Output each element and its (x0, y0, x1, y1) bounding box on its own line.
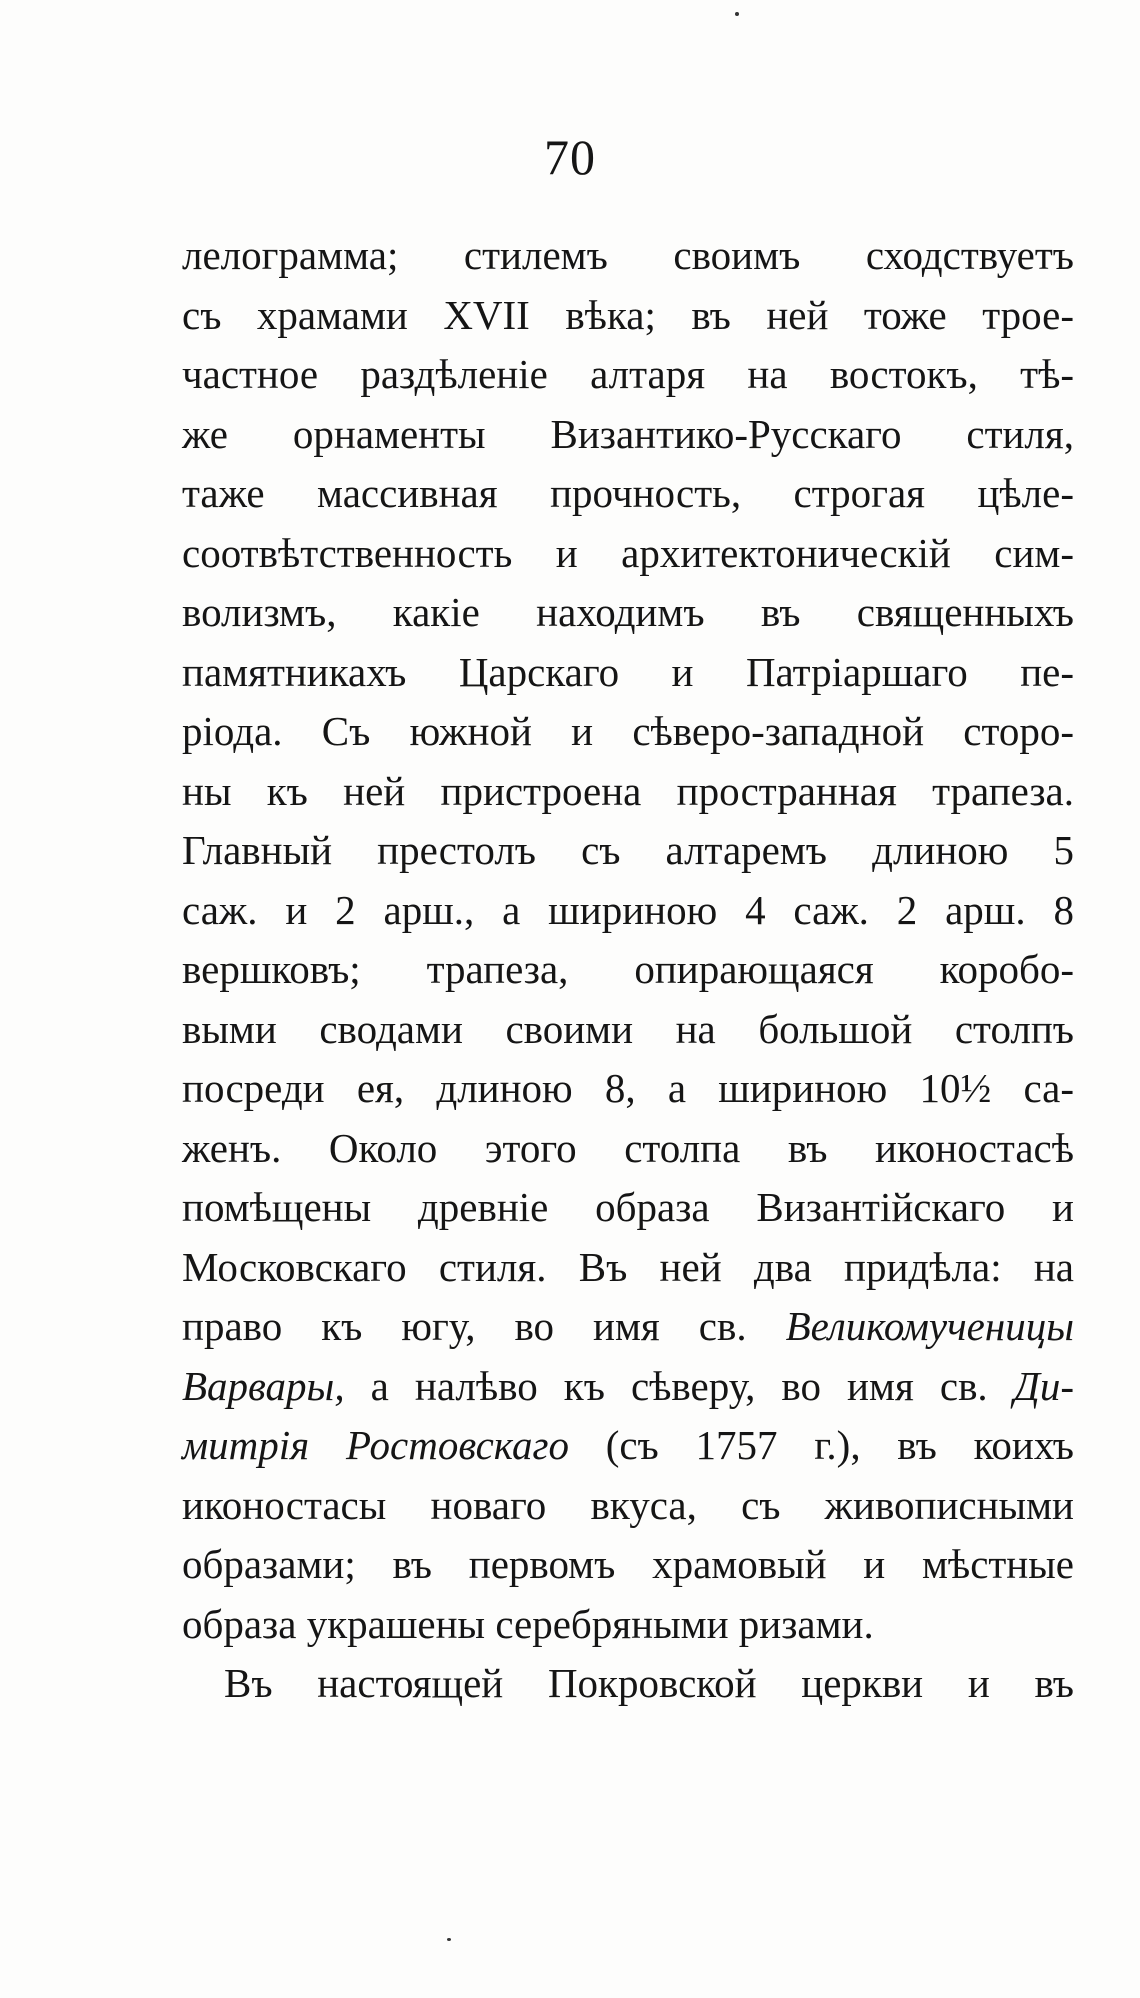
text-line (182, 405, 1074, 465)
text-line (182, 1357, 1074, 1417)
text-line (182, 286, 1074, 346)
text-line (182, 464, 1074, 524)
italic-text: митрія Ростовскаго (182, 1422, 569, 1468)
text-segment: вершковъ; трапеза, опирающаяся коробо- (182, 946, 1074, 992)
text-segment: частное раздѣленіе алтаря на востокъ, тѣ- (182, 351, 1074, 397)
text-segment: съ храмами XVII вѣка; въ ней тоже трое- (182, 291, 1074, 338)
text-line (182, 1000, 1074, 1060)
text-segment: образами; въ первомъ храмовый и мѣстные (182, 1541, 1074, 1587)
text-line (182, 1654, 1074, 1714)
text-segment: иконостасы новаго вкуса, съ живописными (182, 1481, 1074, 1528)
body-text (182, 226, 1074, 1714)
text-line (182, 1535, 1074, 1595)
text-segment: посреди ея, длиною 8, а шириною 10½ са- (182, 1065, 1074, 1111)
text-line (182, 583, 1074, 643)
text-segment: Въ настоящей Покровской церкви и въ (224, 1660, 1074, 1706)
text-line (182, 881, 1074, 941)
text-segment: право къ югу, во имя св. (182, 1303, 786, 1349)
text-segment: женъ. Около этого столпа въ иконостасѣ (182, 1124, 1074, 1171)
page-number: 70 (544, 129, 596, 185)
text-segment: соотвѣтственность и архитектоническій сим- (182, 529, 1074, 576)
text-segment: а налѣво къ сѣверу, во имя св. (344, 1362, 1014, 1409)
ink-speck (447, 1938, 451, 1941)
text-line (182, 1059, 1074, 1119)
text-line (182, 1595, 1074, 1655)
text-line (182, 643, 1074, 703)
text-segment: выми сводами своими на большой столпъ (182, 1005, 1074, 1052)
text-line (182, 1476, 1074, 1536)
text-line (182, 1238, 1074, 1298)
text-segment: помѣщены древніе образа Византійскаго и (182, 1184, 1074, 1230)
text-line (182, 226, 1074, 286)
italic-text: Ди- (1013, 1362, 1074, 1409)
text-segment: Московскаго стиля. Въ ней два придѣла: на (182, 1243, 1074, 1290)
text-segment: лелограмма; стилемъ своимъ сходствуетъ (182, 232, 1074, 278)
text-line (182, 702, 1074, 762)
text-segment: образа украшены серебряными ризами. (182, 1600, 874, 1647)
ink-speck (735, 12, 739, 16)
text-segment: волизмъ, какіе находимъ въ священныхъ (182, 589, 1074, 635)
text-segment: саж. и 2 арш., а шириною 4 саж. 2 арш. 8 (182, 886, 1074, 933)
text-line (182, 762, 1074, 822)
text-line (182, 1416, 1074, 1476)
text-segment: (съ 1757 г.), въ коихъ (568, 1422, 1075, 1468)
italic-text: Варвары, (182, 1362, 345, 1409)
text-line (182, 345, 1074, 405)
text-segment: ны къ ней пристроена пространная трапеза. (182, 767, 1074, 814)
text-line (182, 1297, 1074, 1357)
text-segment: памятникахъ Царскаго и Патріаршаго пе- (182, 648, 1074, 695)
text-line (182, 1119, 1074, 1179)
text-line (182, 821, 1074, 881)
text-line (182, 1178, 1074, 1238)
text-segment: таже массивная прочность, строгая цѣле- (182, 470, 1074, 516)
italic-text: Великомученицы (785, 1303, 1074, 1349)
text-segment: же орнаменты Византико-Русскаго стиля, (182, 410, 1074, 457)
text-segment: Главный престолъ съ алтаремъ длиною 5 (182, 827, 1074, 873)
text-line (182, 940, 1074, 1000)
text-line (182, 524, 1074, 584)
text-segment: ріода. Съ южной и сѣверо-западной сторо- (182, 708, 1074, 754)
